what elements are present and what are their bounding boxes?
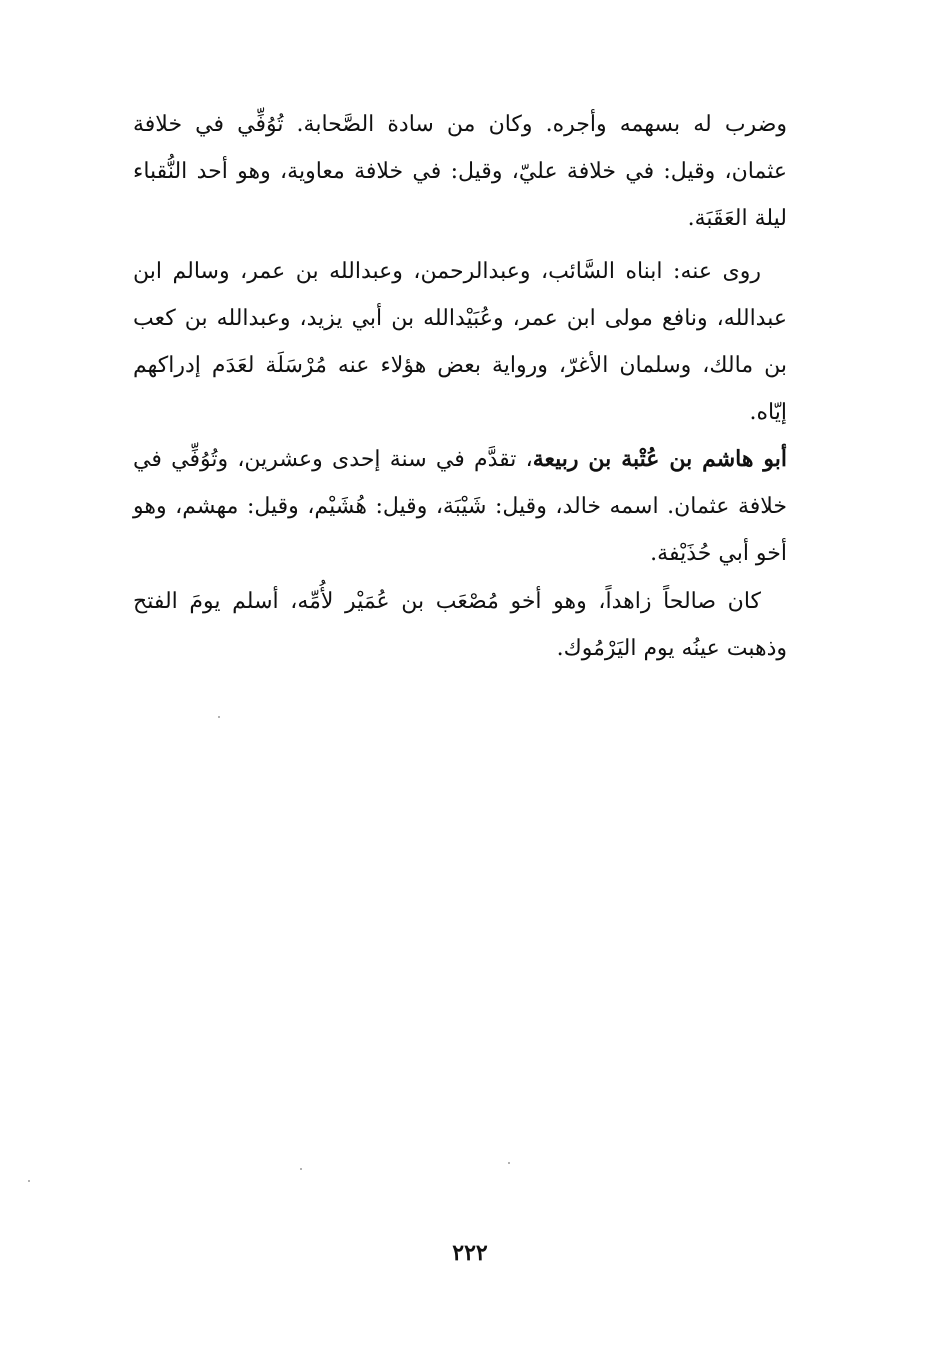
paragraph-1-text (133, 101, 787, 242)
page-number: ٢٢٢ (452, 1240, 488, 1266)
paragraph-3-line-3: مهشم، وهو أخو أبي حُذَيْفة. (133, 494, 787, 566)
scan-speck (218, 716, 220, 718)
paragraph-1 (133, 101, 787, 242)
paragraph-1-line-2: عثمان، وقيل: في خلافة عليّ، وقيل: في خلافة معاوية، وهو أحد (196, 159, 787, 184)
paragraph-2-line-1: روى عنه: ابناه السَّائب، وعبدالرحمن، وعبدالله بن عمر، وسالم (172, 259, 761, 284)
paragraph-2 (133, 248, 787, 436)
scan-speck (28, 1180, 30, 1182)
paragraph-4-line-2: الفتح وذهبت عينُه يوم اليَرْمُوك. (133, 589, 787, 661)
paragraph-3-text (133, 436, 787, 577)
paragraph-3-lead-rest: ، تقدَّم في سنة إحدى وعشرين، وتُوُفِّي (171, 447, 533, 472)
scan-speck (300, 1168, 302, 1170)
paragraph-4-line-1: كان صالحاً زاهداً، وهو أخو مُصْعَب بن عُمَيْر لأُمِّه، أسلم يومَ (189, 589, 762, 614)
scan-speck (508, 1162, 510, 1164)
paragraph-2-line-3: كعب بن مالك، وسلمان الأغرّ، ورواية بعض هؤلاء عنه مُرْسَلَة لعَدَم (133, 306, 787, 378)
paragraph-2-text (133, 248, 787, 436)
paragraph-3-line-2: في خلافة عثمان. اسمه خالد، وقيل: شَيْبَة، وقيل: هُشَيْم، وقيل: (133, 447, 787, 519)
paragraph-4 (133, 578, 787, 672)
paragraph-4-text (133, 578, 787, 672)
paragraph-3 (133, 436, 787, 577)
paragraph-2-line-2: ابن عبدالله، ونافع مولى ابن عمر، وعُبَيْدالله بن أبي يزيد، وعبدالله بن (133, 259, 787, 331)
paragraph-1-line-1: وضرب له بسهمه وأجره. وكان من سادة الصَّحابة. تُوُفِّي في خلافة (133, 112, 787, 137)
entry-heading: أبو هاشم بن عُتْبة بن ربيعة (532, 446, 787, 472)
paragraph-2-line-4: إدراكهم إيّاه. (133, 353, 787, 425)
paragraph-1-line-3: النُّقباء ليلة العَقَبَة. (133, 159, 787, 231)
